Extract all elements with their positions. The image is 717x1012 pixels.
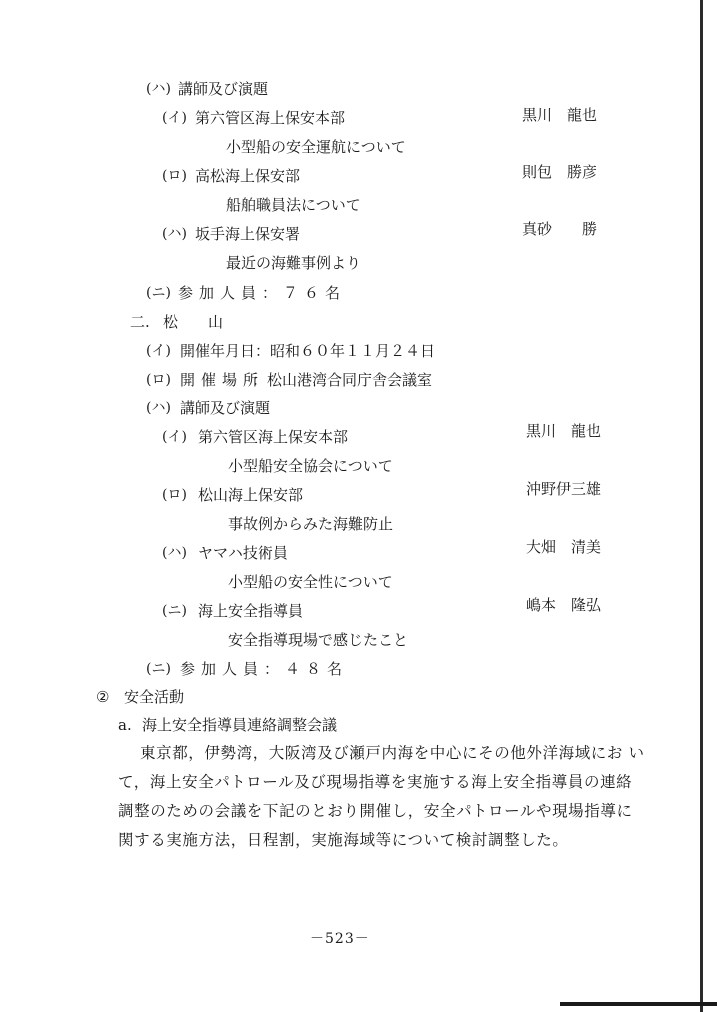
lecturer-organization: 海上安全指導員 [198, 602, 304, 620]
meeting-date: 開催年月日：昭和６０年１１月２４日 [180, 342, 436, 360]
lecture-topic: 小型船の安全性について [228, 573, 393, 591]
page-number: －523－ [310, 931, 370, 947]
item-marker: (ハ) [162, 545, 187, 561]
lecturer-name: 真砂 勝 [522, 220, 598, 238]
section-heading: 講師及び演題 [178, 80, 269, 98]
section-marker: (ハ) [146, 81, 171, 97]
section-title: 松 山 [163, 313, 224, 331]
lecture-topic: 小型船の安全運航について [226, 138, 406, 156]
lecturer-organization: 松山海上保安部 [198, 486, 304, 504]
participants-count: 参加人員：４８名 [180, 660, 349, 678]
section-heading: 講師及び演題 [180, 399, 271, 417]
lecturer-organization: 坂手海上保安署 [195, 225, 301, 243]
paragraph-line: 東京都，伊勢湾，大阪湾及び瀬戸内海を中心にその他外洋海域にお い [140, 744, 645, 762]
meeting-place: ：松山港湾合同庁舎会議室 [252, 371, 433, 389]
lecture-topic: 小型船安全協会について [228, 457, 393, 475]
subsection-marker: a. [118, 716, 132, 734]
item-marker: (ニ) [162, 603, 187, 619]
paragraph-line: 関する実施方法，日程割，実施海域等について検討調整した。 [118, 831, 569, 849]
item-marker: (ロ) [146, 372, 171, 388]
item-marker: (イ) [162, 429, 187, 445]
lecturer-name: 則包 勝彦 [522, 163, 598, 181]
participants-marker: (ニ) [146, 285, 171, 301]
lecturer-name: 黒川 龍也 [522, 106, 598, 124]
lecturer-name: 沖野伊三雄 [526, 480, 602, 498]
item-marker: (ハ) [162, 226, 187, 242]
subsection-title: 海上安全指導員連絡調整会議 [142, 716, 338, 734]
lecturer-name: 大畑 清美 [526, 538, 602, 556]
scan-edge-line [560, 1002, 717, 1006]
item-marker: (ロ) [162, 487, 187, 503]
scan-edge-line [700, 0, 703, 1012]
lecturer-name: 黒川 龍也 [526, 422, 602, 440]
lecture-topic: 船舶職員法について [226, 196, 361, 214]
lecture-topic: 事故例からみた海難防止 [228, 515, 394, 533]
lecturer-organization: 高松海上保安部 [195, 167, 301, 185]
activity-marker: ② [96, 688, 110, 706]
lecture-topic: 安全指導現場で感じたこと [228, 631, 409, 649]
activity-title: 安全活動 [124, 688, 185, 706]
section-number: 二. [130, 313, 150, 331]
item-marker: (イ) [162, 110, 187, 126]
lecturer-organization: 第六管区海上保安本部 [195, 109, 346, 127]
meeting-place-label: 開催場所 [180, 371, 265, 389]
paragraph-line: て，海上安全パトロール及び現場指導を実施する海上安全指導員の連絡 [118, 773, 633, 791]
section-marker: (ハ) [146, 400, 171, 416]
lecturer-name: 嶋本 隆弘 [526, 596, 602, 614]
lecturer-organization: 第六管区海上保安本部 [198, 428, 349, 446]
lecture-topic: 最近の海難事例より [226, 254, 362, 272]
participants-count: 参加人員：７６名 [178, 284, 347, 302]
item-marker: (ロ) [162, 168, 187, 184]
lecturer-organization: ヤマハ技術員 [198, 544, 288, 562]
item-marker: (イ) [146, 343, 171, 359]
paragraph-line: 調整のための会議を下記のとおり開催し，安全パトロールや現場指導に [118, 802, 633, 820]
participants-marker: (ニ) [146, 661, 171, 677]
